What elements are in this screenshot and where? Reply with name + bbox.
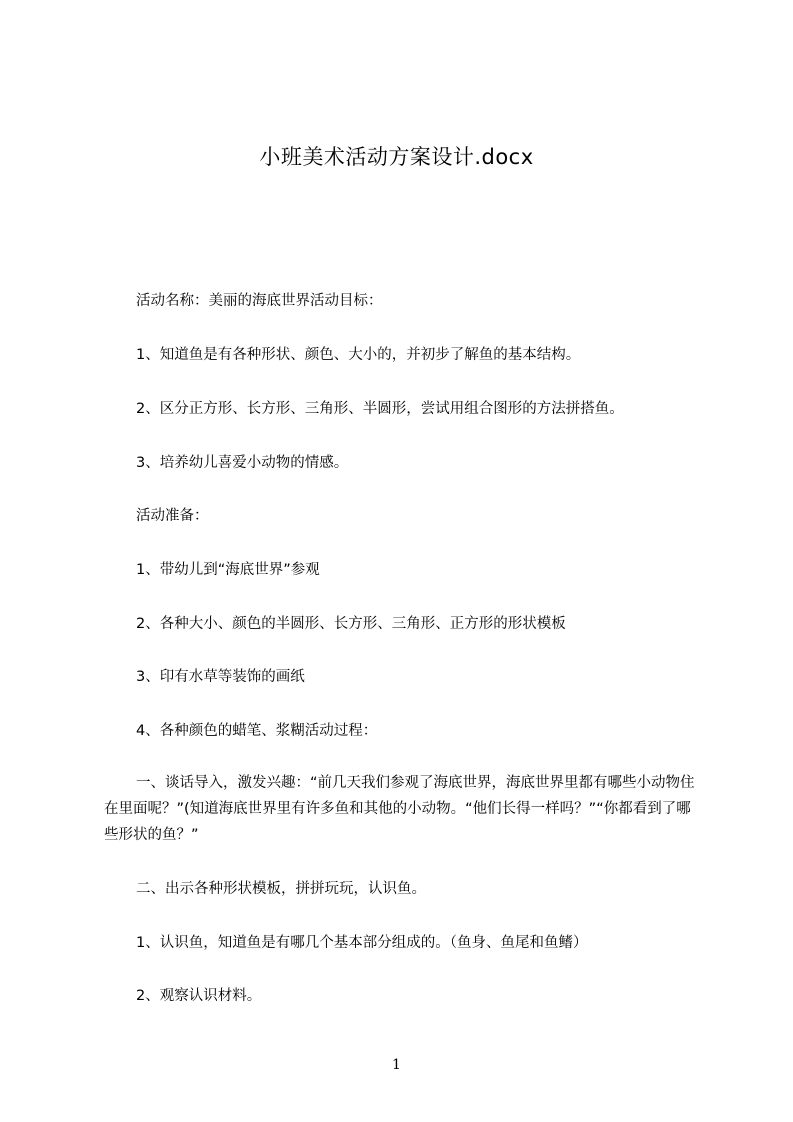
- paragraph-goal-2: 2、区分正方形、长方形、三角形、半圆形，尝试用组合图形的方法拼搭鱼。: [136, 401, 624, 417]
- paragraph-preparation-1: 1、带幼儿到“海底世界”参观: [136, 562, 320, 578]
- paragraph-goal-1: 1、知道鱼是有各种形状、颜色、大小的，并初步了解鱼的基本结构。: [136, 347, 581, 363]
- paragraph-goal-3: 3、培养幼儿喜爱小动物的情感。: [136, 455, 349, 471]
- paragraph-preparation-4: 4、各种颜色的蜡笔、浆糊活动过程：: [136, 723, 378, 739]
- page-number: 1: [392, 1057, 401, 1073]
- paragraph-step-2-2: 2、观察认识材料。: [136, 988, 262, 1004]
- paragraph-preparation-3: 3、印有水草等装饰的画纸: [136, 669, 305, 685]
- document-title: 小班美术活动方案设计.docx: [259, 145, 534, 169]
- paragraph-step-2-1: 1、认识鱼，知道鱼是有哪几个基本部分组成的。（鱼身、鱼尾和鱼鳍）: [136, 935, 588, 951]
- paragraph-activity-name: 活动名称：美丽的海底世界活动目标：: [136, 293, 383, 309]
- paragraph-preparation-2: 2、各种大小、颜色的半圆形、长方形、三角形、正方形的形状模板: [136, 616, 566, 632]
- paragraph-step-2: 二、出示各种形状模板，拼拼玩玩，认识鱼。: [136, 881, 426, 897]
- paragraph-step-1-intro: 一、谈话导入，激发兴趣：“前几天我们参观了海底世界，海底世界里都有哪些小动物住在里面呢？”(知道海底世界里有许多鱼和其他的小动物。“他们长得一样吗？”“你都看到了哪些形状的鱼？”: [104, 775, 695, 843]
- paragraph-preparation-heading: 活动准备：: [136, 508, 209, 524]
